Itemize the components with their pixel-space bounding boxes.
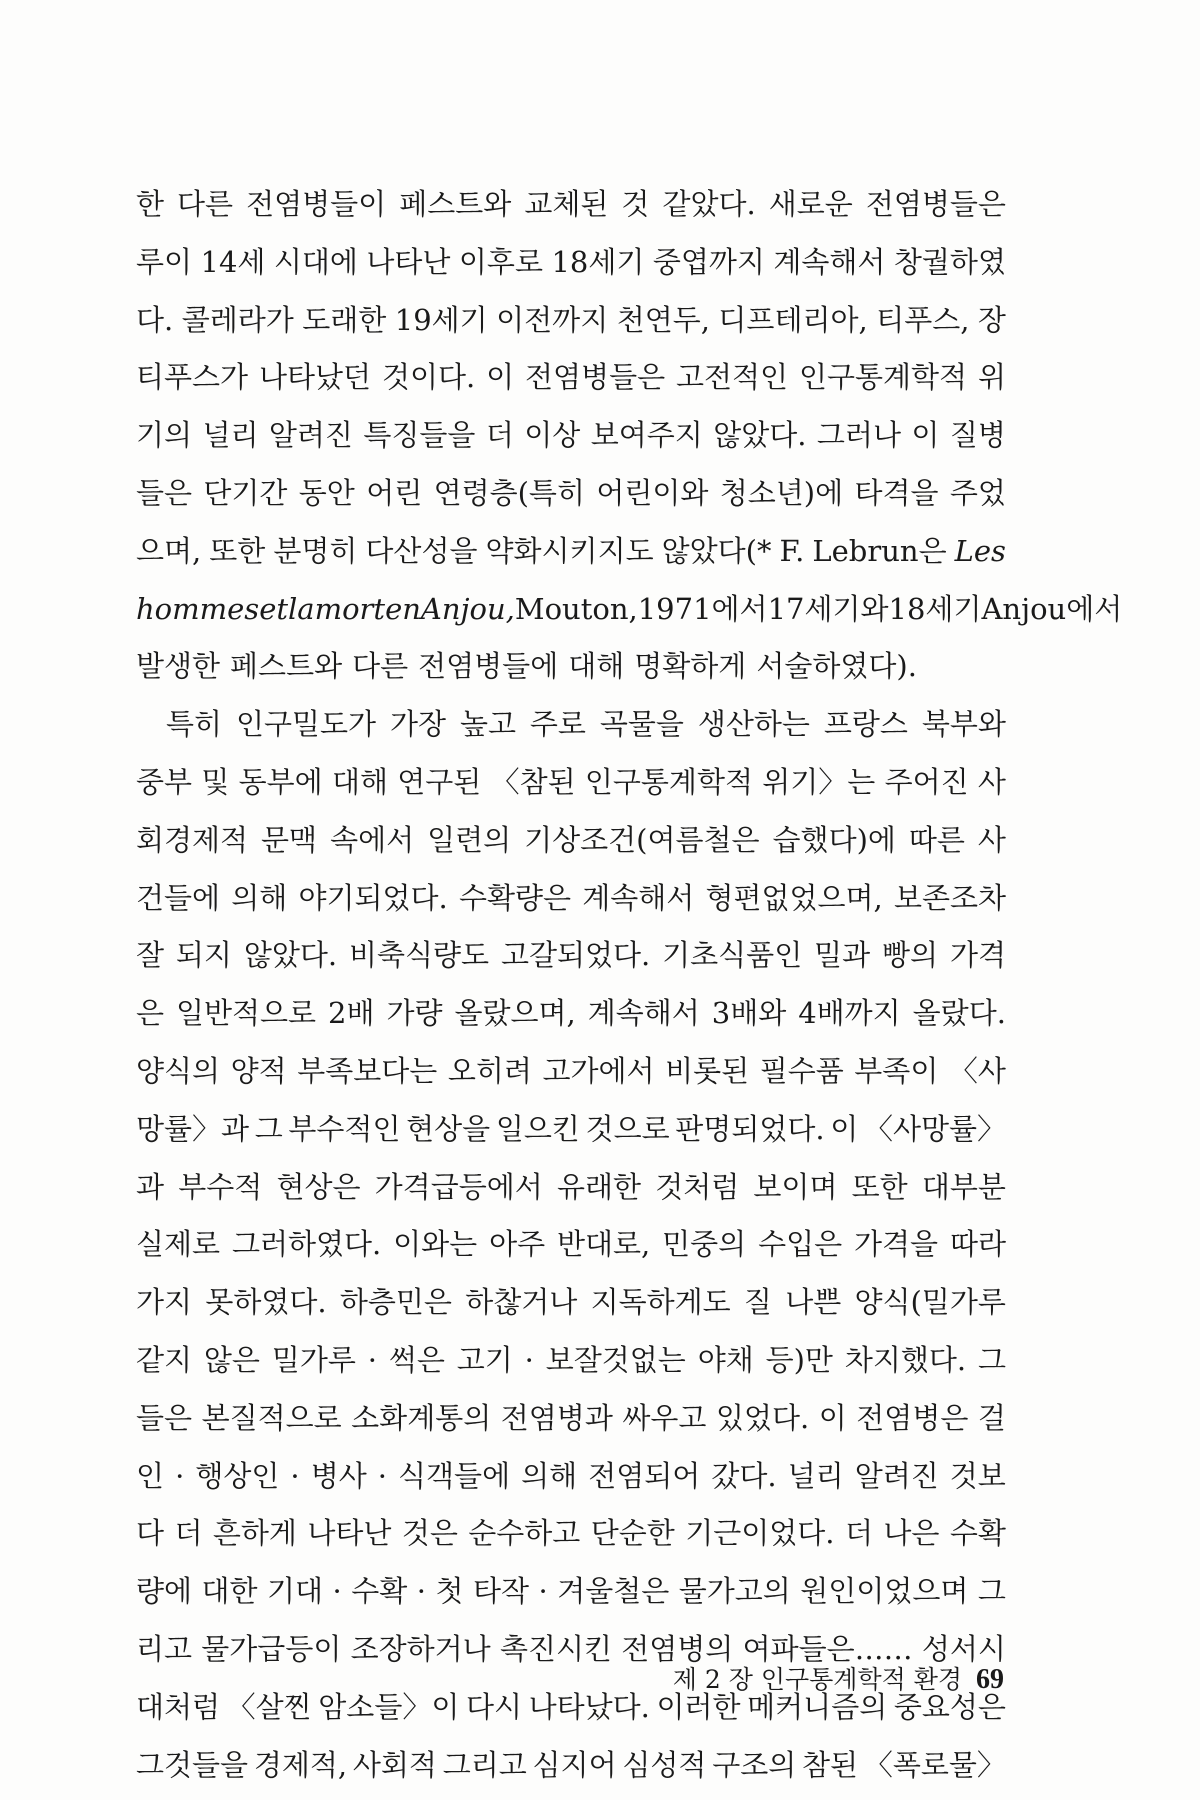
text-line: 은 일반적으로 2배 가량 올랐으며, 계속해서 3배와 4배까지 올랐다. — [136, 996, 1006, 1031]
text-line: 특히 인구밀도가 가장 높고 주로 곡물을 생산하는 프랑스 북부와 — [166, 707, 1006, 742]
text-line: 양식의 양적 부족보다는 오히려 고가에서 비롯된 필수품 부족이 〈사 — [136, 1053, 1006, 1088]
body-text — [136, 176, 1123, 1794]
text-line: 가지 못하였다. 하층민은 하찮거나 지독하게도 질 나쁜 양식(밀가루 — [136, 1285, 1006, 1320]
text-line: 대처럼 〈살찐 암소들〉이 다시 나타났다. 이러한 메커니즘의 중요성은 — [136, 1689, 1006, 1724]
text-line: 실제로 그러하였다. 이와는 아주 반대로, 민중의 수입은 가격을 따라 — [136, 1227, 1006, 1262]
text-line: 한 다른 전염병들이 페스트와 교체된 것 같았다. 새로운 전염병들은 — [136, 187, 1006, 221]
text-line: 루이 14세 시대에 나타난 이후로 18세기 중엽까지 계속해서 창궐하였 — [136, 244, 1006, 279]
text-line: 같지 않은 밀가루 · 썩은 고기 · 보잘것없는 야채 등)만 차지했다. 그 — [136, 1342, 1006, 1377]
text-line: 중부 및 동부에 대해 연구된 〈참된 인구통계학적 위기〉는 주어진 사 — [136, 764, 1006, 799]
text-line: 들은 본질적으로 소화계통의 전염병과 싸우고 있었다. 이 전염병은 걸 — [136, 1400, 1006, 1435]
text-line: 그것들을 경제적, 사회적 그리고 심지어 심성적 구조의 참된 〈폭로물〉 — [136, 1747, 1006, 1782]
text-line: 다 더 흔하게 나타난 것은 순수하고 단순한 기근이었다. 더 나은 수확 — [136, 1516, 1006, 1551]
text-line: 인 · 행상인 · 병사 · 식객들에 의해 전염되어 갔다. 널리 알려진 것보 — [136, 1458, 1006, 1493]
text-line: 으며, 또한 분명히 다산성을 약화시키지도 않았다(* F. Lebrun은 Les — [136, 533, 1006, 568]
page-number: 69 — [976, 1664, 1004, 1695]
text-line: 기의 널리 알려진 특징들을 더 이상 보여주지 않았다. 그러나 이 질병 — [136, 418, 1006, 453]
text-line: 다. 콜레라가 도래한 19세기 이전까지 천연두, 디프테리아, 티푸스, 장 — [136, 302, 1006, 337]
running-footer — [673, 1660, 1004, 1696]
text-line: 회경제적 문맥 속에서 일련의 기상조건(여름철은 습했다)에 따른 사 — [136, 822, 1006, 857]
text-line: 리고 물가급등이 조장하거나 촉진시킨 전염병의 여파들은…… 성서시 — [136, 1631, 1006, 1666]
text-line: 티푸스가 나타났던 것이다. 이 전염병들은 고전적인 인구통계학적 위 — [136, 360, 1006, 395]
text-line: 건들에 의해 야기되었다. 수확량은 계속해서 형편없었으며, 보존조차 — [136, 880, 1006, 915]
text-line: 잘 되지 않았다. 비축식량도 고갈되었다. 기초식품인 밀과 빵의 가격 — [136, 938, 1006, 973]
text-line: 발생한 페스트와 다른 전염병들에 대해 명확하게 서술하였다). — [136, 649, 917, 684]
text-line: 망률〉과 그 부수적인 현상을 일으킨 것으로 판명되었다. 이 〈사망률〉 — [136, 1111, 1006, 1146]
text-line: 과 부수적 현상은 가격급등에서 유래한 것처럼 보이며 또한 대부분 — [136, 1169, 1006, 1204]
text-line: 들은 단기간 동안 어린 연령층(특히 어린이와 청소년)에 타격을 주었 — [136, 475, 1006, 510]
text-line: 량에 대한 기대 · 수확 · 첫 타작 · 겨울철은 물가고의 원인이었으며 그 — [136, 1574, 1006, 1609]
chapter-title: 제 2 장 인구통계학적 환경 — [672, 1665, 962, 1694]
text-line: hommes et la mort en Anjou, Mouton, 1971에서 17세기와 18세기 Anjou에서 — [136, 591, 1123, 626]
